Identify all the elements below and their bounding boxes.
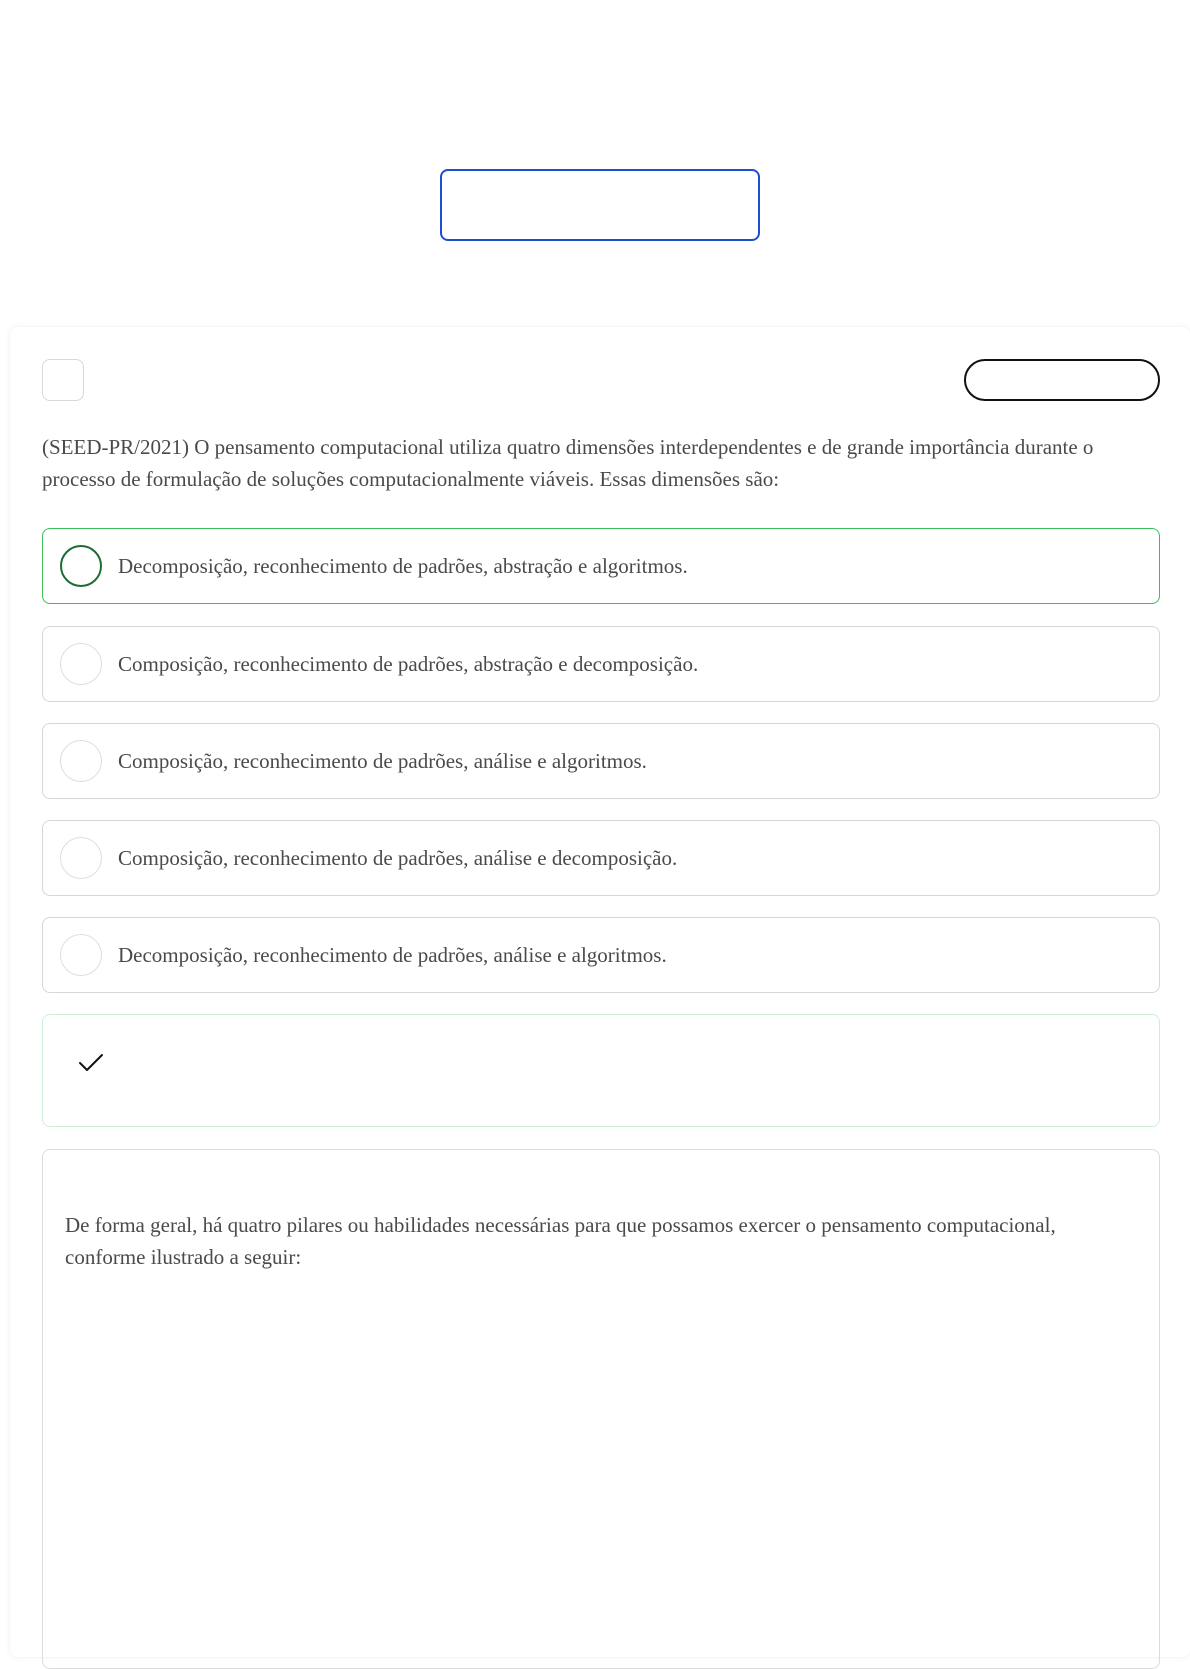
check-icon xyxy=(77,1049,105,1077)
explanation-panel xyxy=(42,1149,1160,1669)
pill-action-button[interactable] xyxy=(964,359,1160,401)
radio-b[interactable] xyxy=(60,643,102,685)
question-card xyxy=(10,327,1190,1657)
radio-a[interactable] xyxy=(60,545,102,587)
radio-d[interactable] xyxy=(60,837,102,879)
option-b[interactable] xyxy=(42,626,1160,702)
bookmark-checkbox[interactable] xyxy=(42,359,84,401)
radio-e[interactable] xyxy=(60,934,102,976)
option-label: Decomposição, reconhecimento de padrões, abstração e algoritmos. xyxy=(118,553,688,578)
question-text: (SEED-PR/2021) O pensamento computacional utiliza quatro dimensões interdependentes e de grande importância durante o processo de formulação de soluções computacionalmente viáveis. Essas dimensões são: xyxy=(42,435,1094,491)
option-label: Composição, reconhecimento de padrões, análise e algoritmos. xyxy=(118,748,647,773)
option-label: Composição, reconhecimento de padrões, análise e decomposição. xyxy=(118,845,678,870)
top-action-button[interactable] xyxy=(440,169,760,241)
option-d[interactable] xyxy=(42,820,1160,896)
option-label: Decomposição, reconhecimento de padrões, análise e algoritmos. xyxy=(118,942,667,967)
answer-feedback xyxy=(42,1014,1160,1127)
option-c[interactable] xyxy=(42,723,1160,799)
option-a[interactable] xyxy=(42,528,1160,604)
option-e[interactable] xyxy=(42,917,1160,993)
option-label: Composição, reconhecimento de padrões, abstração e decomposição. xyxy=(118,651,699,676)
radio-c[interactable] xyxy=(60,740,102,782)
explanation-text: De forma geral, há quatro pilares ou habilidades necessárias para que possamos exercer o pensamento computacional, conforme ilustrado a seguir: xyxy=(65,1213,1056,1269)
